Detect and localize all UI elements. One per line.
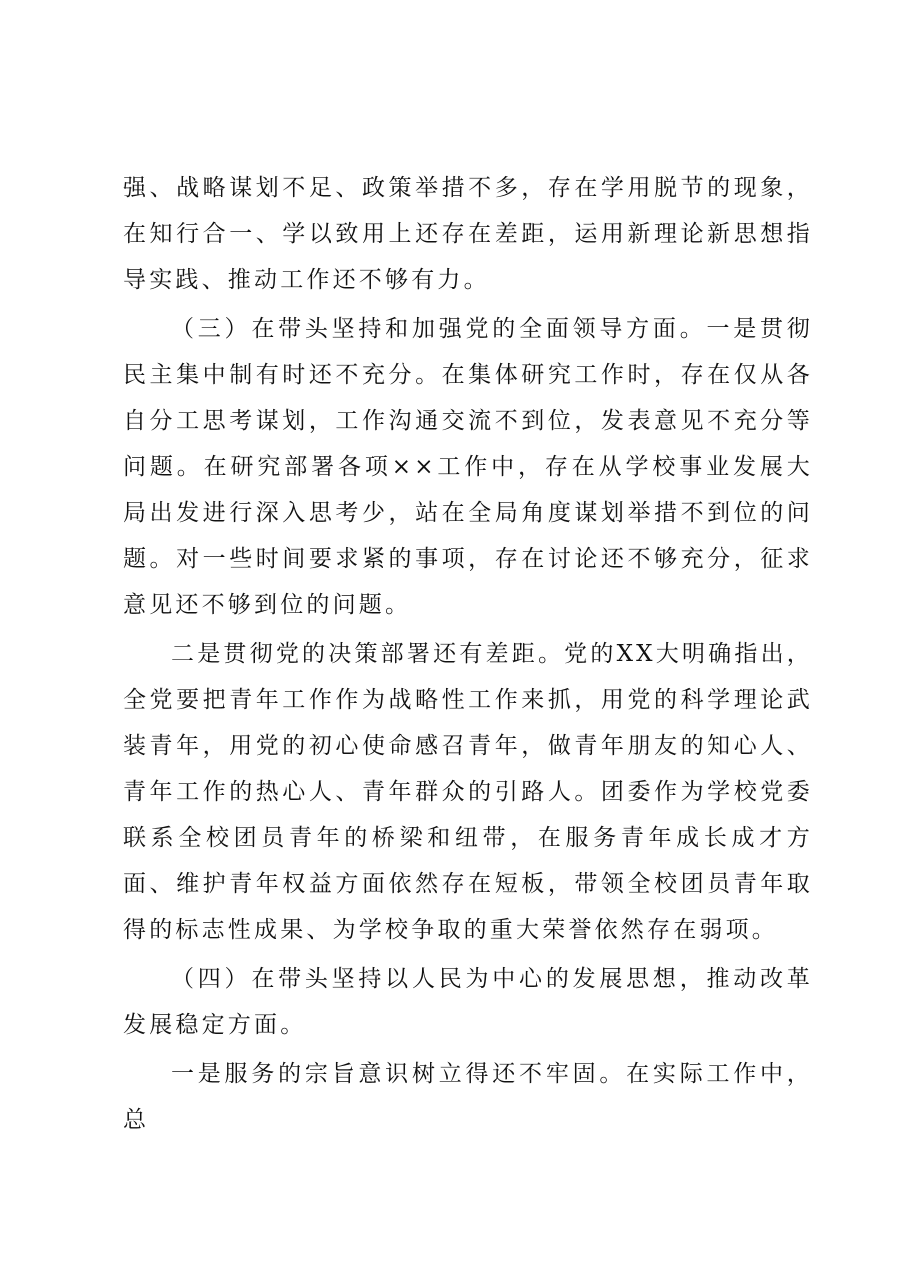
paragraph-3: 二是贯彻党的决策部署还有差距。党的XX大明确指出，全党要把青年工作作为战略性工作来抓，用党的科学理论武装青年，用党的初心使命感召青年，做青年朋友的知心人、青年工作的热心人、青年群众的引路人。团委作为学校党委联系全校团员青年的桥梁和纽带，在服务青年成长成才方面、维护青年权益方面依然存在短板，带领全校团员青年取得的标志性成果、为学校争取的重大荣誉依然存在弱项。: [123, 641, 813, 943]
paragraph-5: 一是服务的宗旨意识树立得还不牢固。在实际工作中，总: [123, 1061, 813, 1133]
paragraph-1: 强、战略谋划不足、政策举措不多，存在学用脱节的现象，在知行合一、学以致用上还存在差距，运用新理论新思想指导实践、推动工作还不够有力。: [123, 175, 813, 293]
paragraph-4: （四）在带头坚持以人民为中心的发展思想，推动改革发展稳定方面。: [123, 966, 813, 1038]
paragraph-2: （三）在带头坚持和加强党的全面领导方面。一是贯彻民主集中制有时还不充分。在集体研究工作时，存在仅从各自分工思考谋划，工作沟通交流不到位，发表意见不充分等问题。在研究部署各项××工作中，存在从学校事业发展大局出发进行深入思考少，站在全局角度谋划举措不到位的问题。对一些时间要求紧的事项，存在讨论还不够充分，征求意见还不够到位的问题。: [123, 316, 813, 618]
document-body: [123, 165, 813, 1146]
